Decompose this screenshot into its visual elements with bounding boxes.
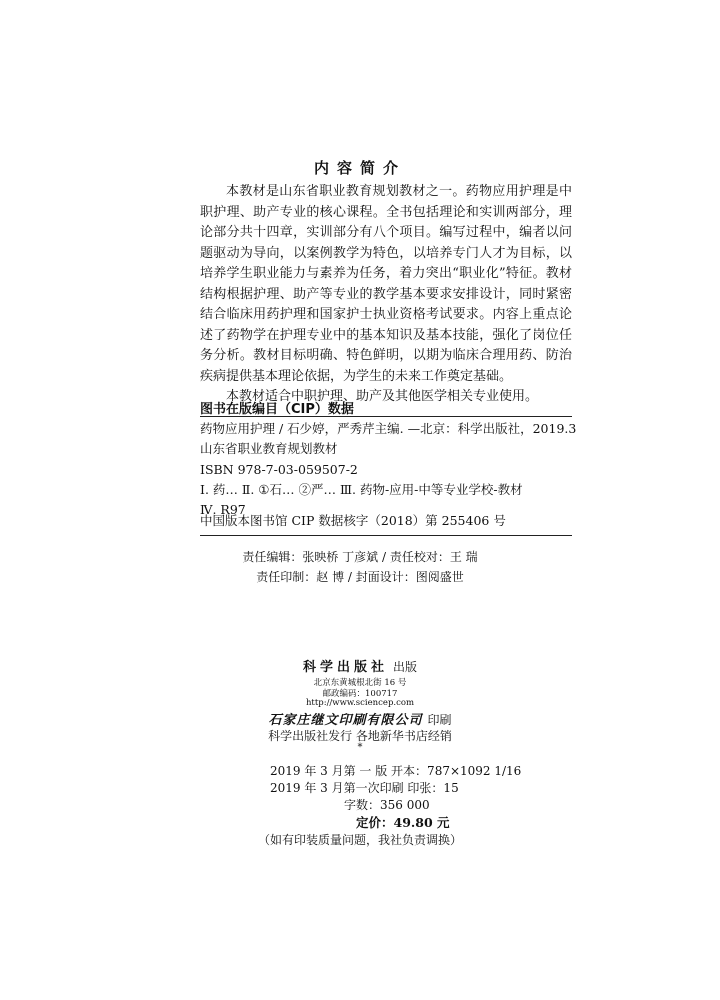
printing-line: 2019 年 3 月第一次印刷 印张：15 (270, 781, 459, 795)
credits-line: 责任印制：赵 博 / 封面设计：图阅盛世 (256, 570, 464, 584)
credits-line: 责任编辑：张映桥 丁彦斌 / 责任校对：王 瑞 (242, 550, 478, 564)
cip-classification-2: Ⅳ. R97 (200, 502, 246, 517)
wordcount-line: 字数：356 000 (344, 798, 430, 812)
price-line: 定价：49.80 元 (356, 815, 450, 830)
edition-line: 2019 年 3 月第 一 版 开本：787×1092 1/16 (270, 764, 522, 778)
cip-bottom-rule (200, 535, 572, 536)
printer-name: 石家庄继文印刷有限公司 (268, 713, 423, 728)
cip-classification: Ⅰ. 药… Ⅱ. ①石… ②严… Ⅲ. 药物-应用-中等专业学校-教材 (200, 482, 523, 497)
summary-paragraph: 本教材是山东省职业教育规划教材之一。药物应用护理是中职护理、助产专业的核心课程。全书包括理论和实训两部分，理论部分共十四章，实训部分有八个项目。编写过程中，编者以问题驱动为导向，以案例教学为特色，以培养专门人才为目标，以培养学生职业能力与素养为任务，着力突出“职业化”特征。教材结构根据护理、助产等专业的教学基本要求安排设计，同时紧密结合临床用药护理和国家护士执业资格考试要求。内容上重点论述了药物学在护理专业中的基本知识及基本技能，强化了岗位任务分析。教材目标明确、特色鲜明，以期为临床合理用药、防治疾病提供基本理论依据，为学生的未来工作奠定基础。 (200, 184, 572, 384)
publisher-name: 科学出版社 (302, 660, 388, 675)
cip-block-3 (200, 511, 580, 531)
publisher-postcode: 邮政编码：100717 (322, 689, 398, 699)
separator-star: * (357, 742, 363, 753)
printer-line (0, 709, 720, 728)
publisher-action: 出版 (393, 660, 418, 674)
cip-title-line: 药物应用护理 / 石少婷，严秀芹主编. —北京：科学出版社，2019.3 (200, 421, 577, 436)
cip-record: 中国版本图书馆 CIP 数据核字（2018）第 255406 号 (200, 513, 506, 528)
summary-body (200, 182, 572, 408)
quality-notice: （如有印装质量问题，我社负责调换） (257, 833, 462, 847)
publisher-url: http://www.sciencep.com (305, 698, 415, 708)
publisher-address: 北京东黄城根北街 16 号 (313, 678, 407, 688)
distribution-line: 科学出版社发行 各地新华书店经销 (268, 729, 452, 743)
cip-heading: 图书在版编目（CIP）数据 (200, 402, 354, 417)
printer-action: 印刷 (427, 713, 452, 727)
section-title: 内容简介 (313, 159, 406, 177)
cip-isbn: ISBN 978-7-03-059507-2 (200, 462, 358, 477)
cip-top-rule (200, 416, 572, 417)
publisher-line (0, 656, 720, 675)
summary-paragraph: 本教材适合中职护理、助产及其他医学相关专业使用。 (226, 389, 539, 404)
cip-block (200, 419, 580, 459)
cip-series-line: 山东省职业教育规划教材 (200, 441, 338, 456)
